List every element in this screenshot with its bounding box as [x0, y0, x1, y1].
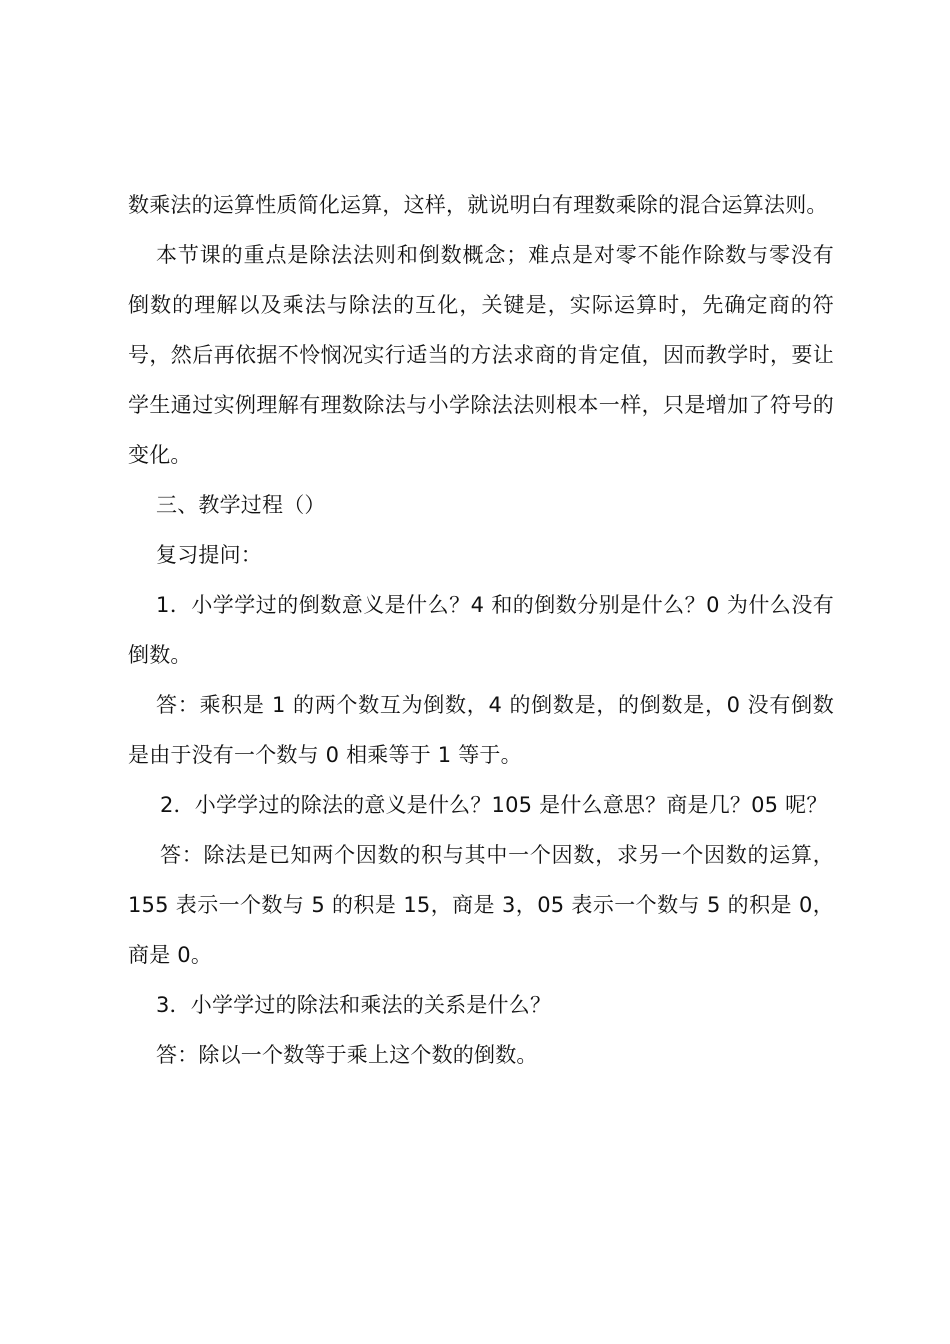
- question-3: 3．小学学过的除法和乘法的关系是什么？: [156, 993, 552, 1017]
- paragraph-focus-difficulty: 本节课的重点是除法法则和倒数概念；难点是对零不能作除数与零没有倒数的理解以及乘法与除法的互化，关键是，实际运算时，先确定商的符号，然后再依据不怜悯况实行适当的方法求商的肯定值，因而教学时，要让学生通过实例理解有理数除法与小学除法法则根本一样，只是增加了符号的变化。: [128, 243, 834, 467]
- answer-2: 答：除法是已知两个因数的积与其中一个因数，求另一个因数的运算，155 表示一个数与 5 的积是 15，商是 3，05 表示一个数与 5 的积是 0，商是 0。: [128, 843, 834, 967]
- document-body: [128, 180, 834, 1080]
- answer-3: 答：除以一个数等于乘上这个数的倒数。: [156, 1043, 538, 1067]
- answer-1: 答：乘积是 1 的两个数互为倒数，4 的倒数是，的倒数是，0 没有倒数是由于没有一个数与 0 相乘等于 1 等于。: [128, 693, 834, 767]
- paragraph-continuation: 数乘法的运算性质简化运算，这样，就说明白有理数乘除的混合运算法则。: [128, 193, 828, 217]
- section-heading-teaching-process: 三、教学过程（）: [156, 493, 326, 517]
- question-2: 2．小学学过的除法的意义是什么？105 是什么意思？商是几？05 呢？: [160, 793, 828, 817]
- question-1: 1．小学学过的倒数意义是什么？4 和的倒数分别是什么？0 为什么没有倒数。: [128, 593, 834, 667]
- review-questions-label: 复习提问：: [156, 543, 262, 567]
